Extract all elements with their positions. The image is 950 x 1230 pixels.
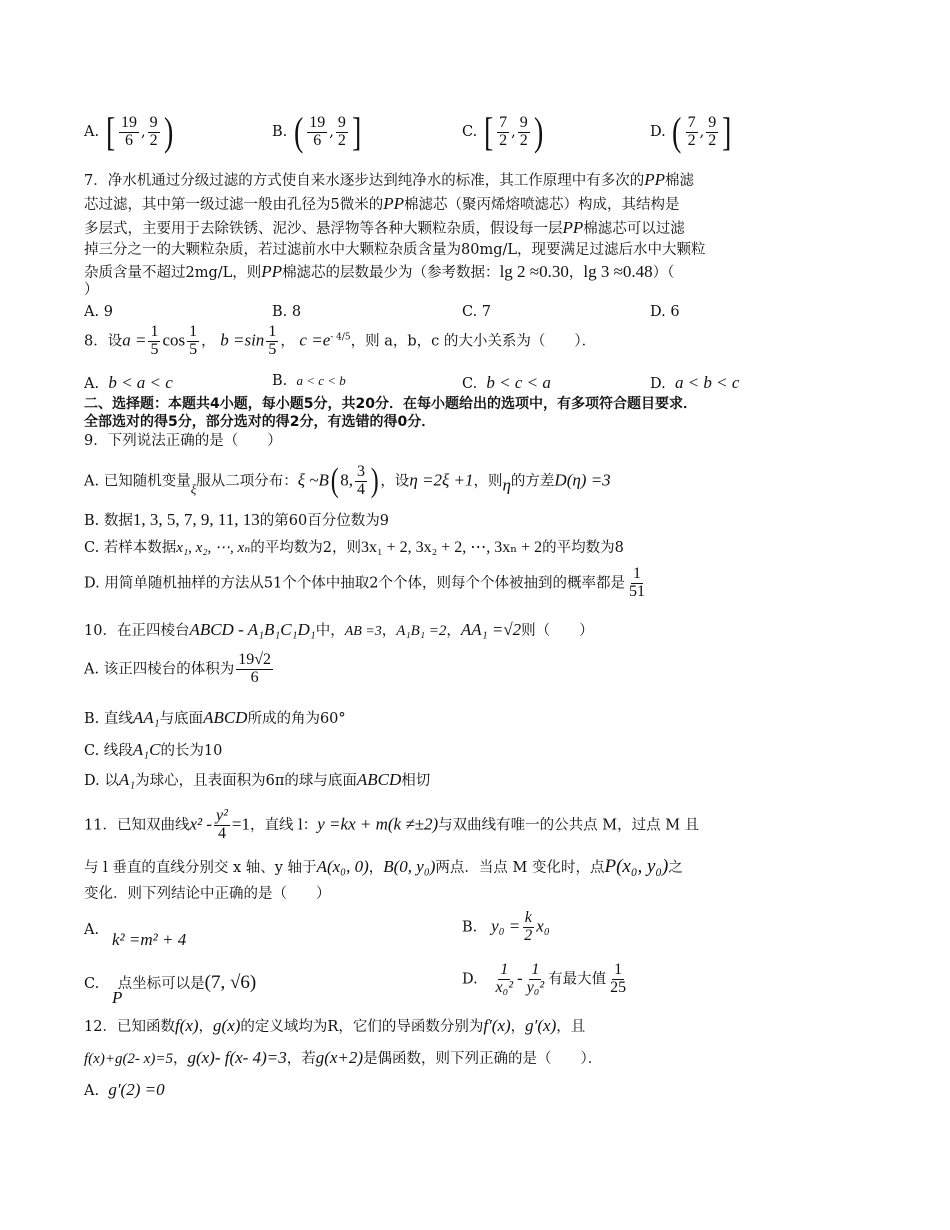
q6-option-b: B. ( $\frac{19}{6}$ , $\frac{9}{2}$ ] xyxy=(272,109,362,154)
q11-option-b: B. y₀ = $\frac{k}{2}$ x₀ xyxy=(462,909,550,944)
q11-option-a-expr: k² =m² + 4 xyxy=(112,930,187,949)
q11-stem-line-1: 11．已知双曲线x² - $\frac{\text{y²}}{4}$ =1，直线 l：y =kx + m(k ≠±2)与双曲线有唯一的公共点 M，过点 M 且 xyxy=(84,807,700,842)
section-2-header-line-2: 全部选对的得5分，部分选对的得2分，有选错的得0分． xyxy=(84,414,436,430)
q7-line-3: 多层式，主要用于去除铁锈、泥沙、悬浮物等各种大颗粒杂质，假设每一层PP棉滤芯可以过滤 xyxy=(84,218,685,237)
q10-option-d: D. 以A₁为球心，且表面积为6π的球与底面ABCD相切 xyxy=(84,770,431,789)
q7-line-5: 杂质含量不超过2mg/L，则PP棉滤芯的层数最少为（参考数据：lg 2 ≈0.30，lg 3 ≈0.48）（ xyxy=(84,262,675,281)
q11-option-c-point: P xyxy=(112,988,123,1007)
q11-option-d: D. $\frac{1}{\text{x₀²}}$ - $\frac{1}{\text{y₀²}}$ 有最大值 $\frac{1}{25}$ xyxy=(462,961,627,996)
q10-option-c: C. 线段A₁C的长为10 xyxy=(84,740,223,759)
q11-option-c: C. 点坐标可以是(7, √6) xyxy=(84,972,257,993)
q10-stem: 10．在正四棱台ABCD - A₁B₁C₁D₁中，AB =3，A₁B₁ =2，AA₁ =√2则（ ） xyxy=(84,620,594,639)
q9-option-c: C. 若样本数据x₁, x₂, ⋯, xₙ的平均数为2，则3x₁ + 2, 3x₂ + 2, ⋯, 3xₙ + 2的平均数为8 xyxy=(84,539,624,556)
q6-option-d: D. ( $\frac{7}{2}$ , $\frac{9}{2}$ ] xyxy=(650,109,732,154)
q8-option-d: D. a < b < c xyxy=(650,373,740,392)
q9-stem: 9．下列说法正确的是（ ） xyxy=(84,433,282,449)
q12-option-a: A. g′(2) =0 xyxy=(84,1080,165,1099)
q8-option-c: C. b < c < a xyxy=(462,373,551,392)
q11-stem-line-2: 与 l 垂直的直线分别交 x 轴、y 轴于A(x₀, 0)，B(0, y₀)两点．当点 M 变化时，点P(x₀, y₀)之 xyxy=(84,856,683,877)
q10-option-a: A. 该正四棱台的体积为 $\frac{19√2}{6}$ xyxy=(84,651,271,686)
q12-stem-line-2: f(x)+g(2- x)=5，g(x)- f(x- 4)=3，若g(x+2)是偶函数，则下列正确的是（ ）． xyxy=(84,1048,603,1067)
q11-option-a: A. xyxy=(84,922,100,938)
q9-option-a: A. 已知随机变量ξ服从二项分布：ξ ~B(8, $\frac{3}{4}$ ) ，设η =2ξ +1，则η的方差D(η) =3 xyxy=(84,462,611,500)
q9-option-d: D. 用简单随机抽样的方法从51个个体中抽取2个个体，则每个个体被抽到的概率都是 $\frac{1}{51}$ xyxy=(84,565,645,600)
q8-option-a: A. b < a < c xyxy=(84,373,173,392)
q7-option-c: C. 7 xyxy=(462,304,492,320)
q7-line-4: 掉三分之一的大颗粒杂质，若过滤前水中大颗粒杂质含量为80mg/L，现要满足过滤后水中大颗粒 xyxy=(84,242,706,258)
q7-line-6: ） xyxy=(84,282,99,298)
q6-option-a: A. [ $\frac{19}{6}$ , $\frac{9}{2}$ ) xyxy=(84,109,173,154)
q7-option-d: D. 6 xyxy=(650,304,680,320)
q10-option-b: B. 直线AA₁与底面ABCD所成的角为60° xyxy=(84,708,346,727)
q7-line-2: 芯过滤，其中第一级过滤一般由孔径为5微米的PP棉滤芯（聚丙烯熔喷滤芯）构成，其结构是 xyxy=(84,194,680,213)
q11-stem-line-3: 变化．则下列结论中正确的是（ ） xyxy=(84,886,331,902)
q12-stem-line-1: 12．已知函数f(x)，g(x)的定义域均为R，它们的导函数分别为f′(x)，g′(x)，且 xyxy=(84,1016,586,1035)
q9-option-b: B. 数据1, 3, 5, 7, 9, 11, 13的第60百分位数为9 xyxy=(84,510,389,529)
q7-line-1: 7．净水机通过分级过滤的方式使自来水逐步达到纯净水的标准，其工作原理中有多次的PP棉滤 xyxy=(84,170,695,189)
section-2-header-line-1: 二、选择题：本题共4小题，每小题5分，共20分．在每小题给出的选项中，有多项符合题目要求． xyxy=(84,396,697,412)
q7-option-b: B. 8 xyxy=(272,304,302,320)
q8-option-b: B. a < c < b xyxy=(272,373,346,389)
q7-option-a: A. 9 xyxy=(84,304,113,320)
q6-option-c: C. [ $\frac{7}{2}$ , $\frac{9}{2}$ ) xyxy=(462,109,544,154)
q8-stem: 8．设a = $\frac{1}{5}$ cos $\frac{1}{5}$ ， b =sin $\frac{1}{5}$ ， $c =e^{- 4/5}$，则 a，b，c 的大小关系为（ ）． xyxy=(84,323,597,358)
